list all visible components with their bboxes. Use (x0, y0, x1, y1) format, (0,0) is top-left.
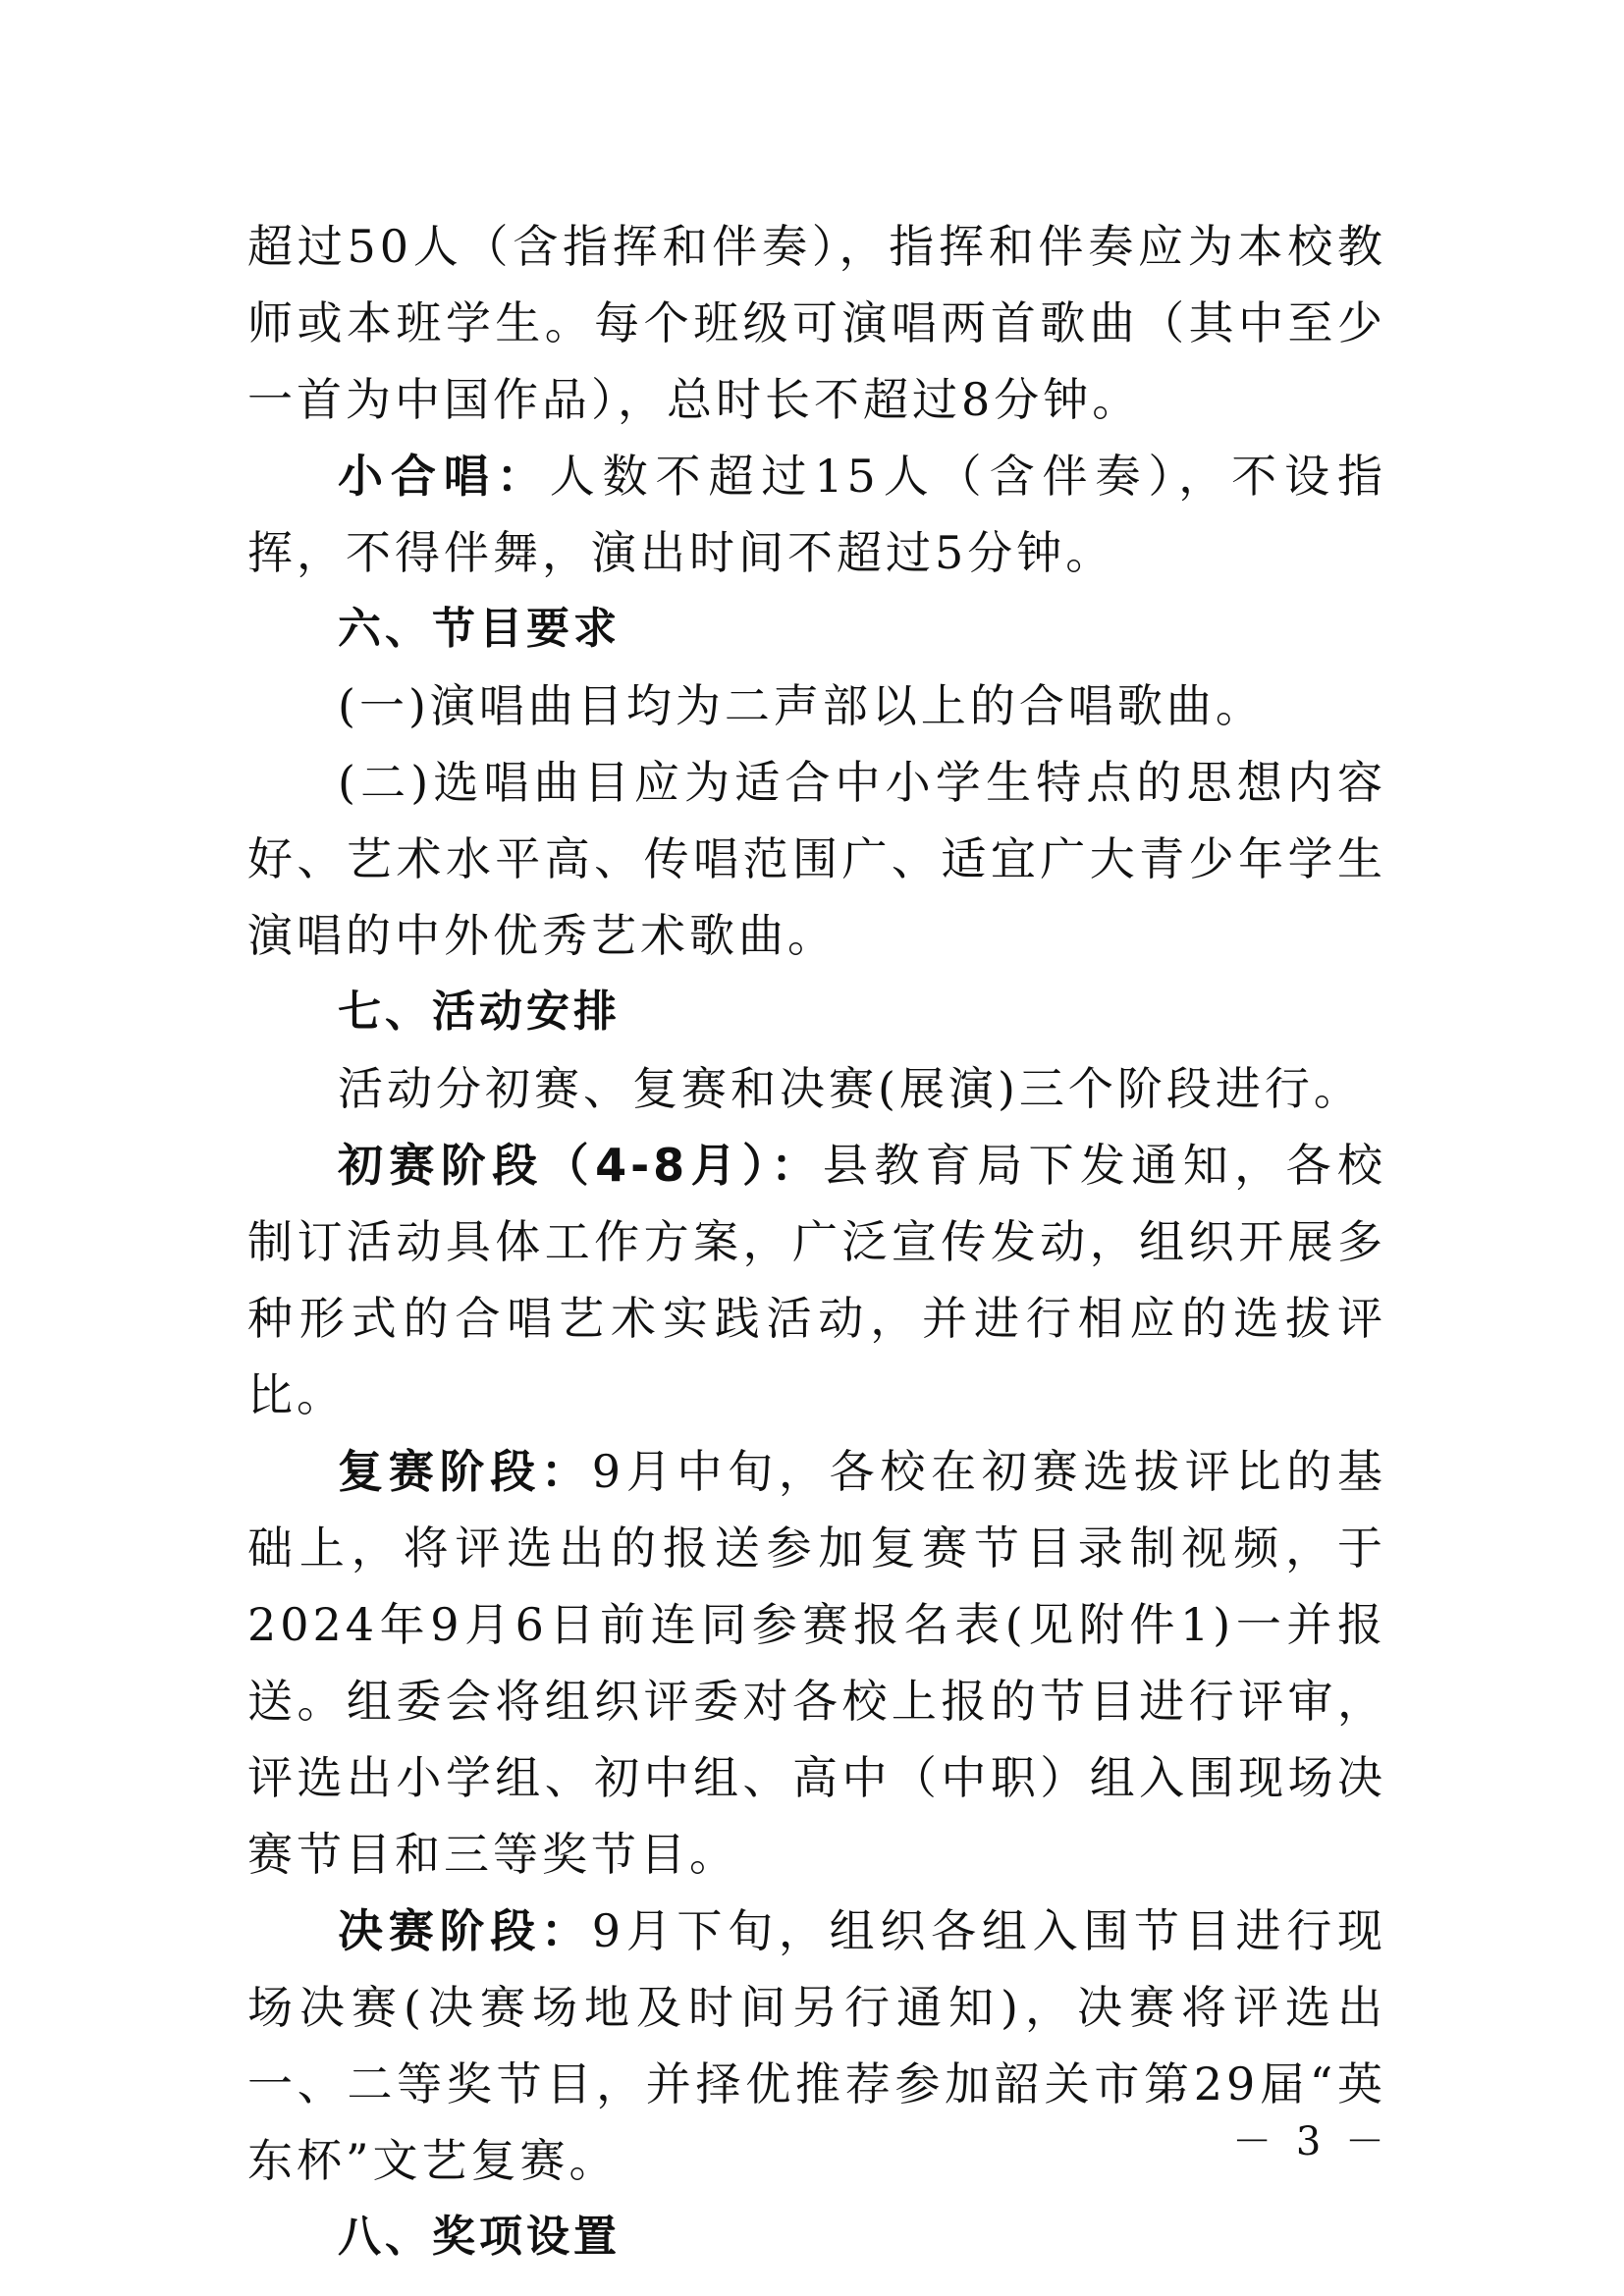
paragraph-text: 超过50人（含指挥和伴奏），指挥和伴奏应为本校教师或本班学生。每个班级可演唱两首歌曲（其中至少一首为中国作品），总时长不超过8分钟。 (247, 220, 1386, 426)
section-heading-awards: 八、奖项设置 (338, 2212, 621, 2262)
paragraph-label: 小合唱： (338, 450, 550, 503)
section-heading-program-requirements: 六、节目要求 (338, 604, 621, 654)
paragraph-label: 复赛阶段： (338, 1445, 592, 1498)
document-body (247, 208, 1386, 2275)
section-heading-activity-schedule: 七、活动安排 (338, 987, 621, 1037)
paragraph-text: 人数不超过15人（含伴奏），不设指挥，不得伴舞，演出时间不超过5分钟。 (247, 450, 1386, 579)
paragraph-chorus-size (247, 208, 1386, 438)
paragraph-text: (一)演唱曲目均为二声部以上的合唱歌曲。 (338, 679, 1265, 732)
paragraph-label: 初赛阶段（4-8月）： (338, 1139, 823, 1192)
paragraph-semifinal-stage (247, 1433, 1386, 1893)
paragraph-final-stage (247, 1893, 1386, 2199)
paragraph-label: 决赛阶段： (338, 1904, 592, 1957)
paragraph-small-chorus (247, 438, 1386, 591)
paragraph-text: 9月中旬，各校在初赛选拔评比的基础上，将评选出的报送参加复赛节目录制视频，于2024年9月6日前连同参赛报名表(见附件1)一并报送。组委会将组织评委对各校上报的节目进行评审，评选出小学组、初中组、高中（中职）组入围现场决赛节目和三等奖节目。 (247, 1445, 1386, 1881)
paragraph-preliminary-stage (247, 1127, 1386, 1433)
paragraph-text: 9月下旬，组织各组入围节目进行现场决赛(决赛场地及时间另行通知)，决赛将评选出一、二等奖节目，并择优推荐参加韶关市第29届“英东杯”文艺复赛。 (247, 1904, 1386, 2187)
paragraph-text: 县教育局下发通知，各校制订活动具体工作方案，广泛宣传发动，组织开展多种形式的合唱艺术实践活动，并进行相应的选拔评比。 (247, 1139, 1386, 1421)
paragraph-text: (二)选唱曲目应为适合中小学生特点的思想内容好、艺术水平高、传唱范围广、适宜广大青少年学生演唱的中外优秀艺术歌曲。 (247, 756, 1386, 962)
paragraph-requirement-1 (247, 667, 1386, 744)
paragraph-requirement-2 (247, 744, 1386, 974)
page-number: － 3 － (1232, 2119, 1390, 2164)
paragraph-stages-intro (247, 1050, 1386, 1127)
paragraph-text: 活动分初赛、复赛和决赛(展演)三个阶段进行。 (338, 1062, 1363, 1115)
